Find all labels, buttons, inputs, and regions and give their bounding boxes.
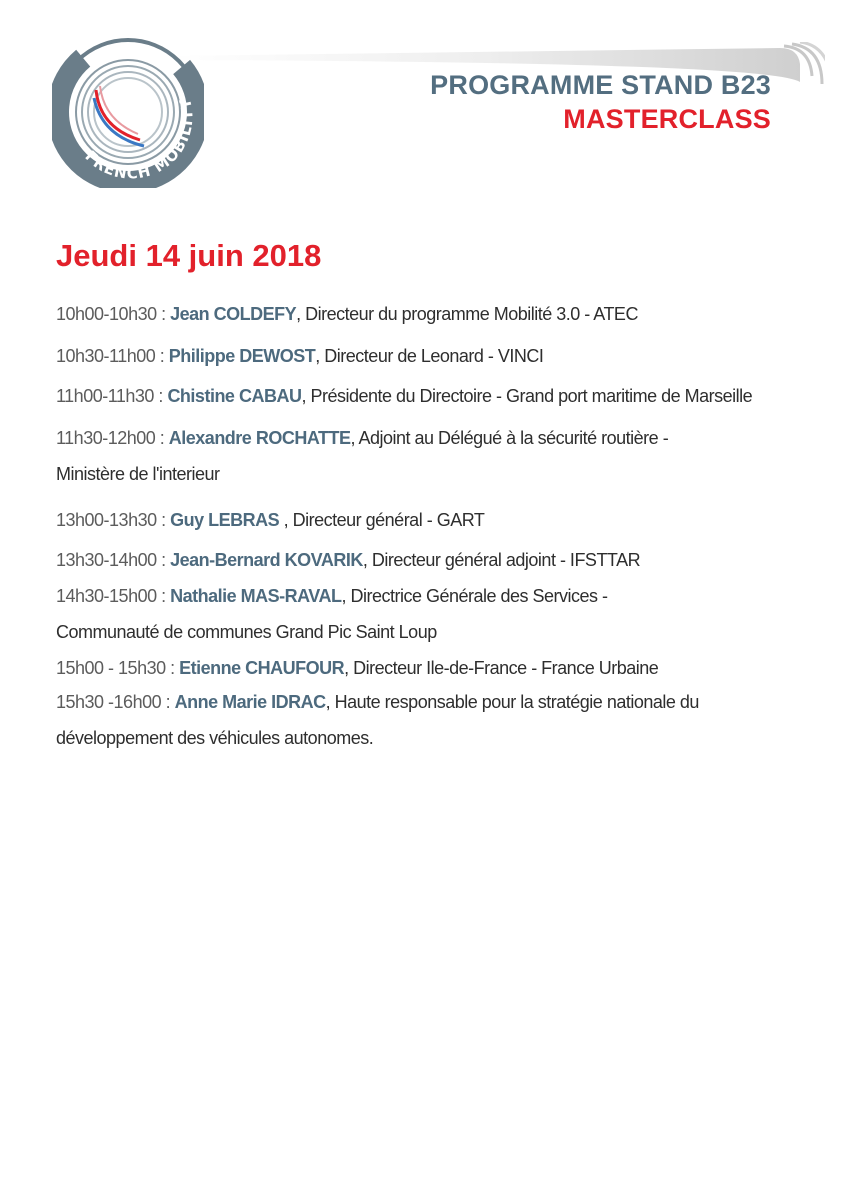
speaker-name: Guy LEBRAS [170, 510, 280, 530]
entry-time: 13h00-13h30 : [56, 510, 171, 530]
schedule-entry [56, 296, 836, 332]
speaker-role: , Haute responsable pour la stratégie nationale du [325, 692, 699, 712]
entry-time: 11h00-11h30 : [56, 386, 168, 406]
speaker-role-continued: Communauté de communes Grand Pic Saint Loup [56, 622, 437, 642]
speaker-role-continued: Ministère de l'interieur [56, 464, 220, 484]
programme-title: PROGRAMME STAND B23 [430, 70, 771, 100]
speaker-name: Chistine CABAU [167, 386, 302, 406]
entry-time: 11h30-12h00 : [56, 428, 169, 448]
speaker-name: Nathalie MAS-RAVAL [170, 586, 342, 606]
schedule-entry [56, 338, 836, 374]
speaker-role-continued: développement des véhicules autonomes. [56, 728, 374, 748]
speaker-name: Jean COLDEFY [170, 304, 297, 324]
entry-time: 15h30 -16h00 : [56, 692, 175, 712]
speaker-role: , Directeur général adjoint - IFSTTAR [362, 550, 641, 570]
entry-time: 14h30-15h00 : [56, 586, 171, 606]
schedule-entry [56, 542, 836, 578]
entry-time: 13h30-14h00 : [56, 550, 171, 570]
speaker-role: , Directeur général - GART [279, 510, 485, 530]
speaker-name: Alexandre ROCHATTE [168, 428, 351, 448]
entry-time: 15h00 - 15h30 : [56, 658, 180, 678]
entry-time: 10h30-11h00 : [56, 346, 169, 366]
schedule-entry [56, 378, 836, 414]
speaker-role: , Adjoint au Délégué à la sécurité routière - [350, 428, 669, 448]
speaker-role: , Directeur de Leonard - VINCI [315, 346, 544, 366]
schedule-entry [56, 684, 836, 756]
speaker-role: , Directrice Générale des Services - [341, 586, 608, 606]
speaker-role: , Directeur Ile-de-France - France Urbaine [344, 658, 659, 678]
logo-text-overlay [52, 36, 204, 188]
speaker-name: Anne Marie IDRAC [174, 692, 326, 712]
schedule-entry [56, 578, 836, 650]
speaker-role: , Présidente du Directoire - Grand port maritime de Marseille [301, 386, 753, 406]
speaker-name: Philippe DEWOST [168, 346, 316, 366]
entry-time: 10h00-10h30 : [56, 304, 171, 324]
schedule-entry [56, 502, 836, 538]
speaker-name: Jean-Bernard KOVARIK [170, 550, 363, 570]
svg-text:FRENCH MOBILITY [81, 96, 196, 183]
speaker-name: Etienne CHAUFOUR [179, 658, 345, 678]
schedule-entry [56, 420, 836, 492]
speaker-role: , Directeur du programme Mobilité 3.0 - ATEC [296, 304, 638, 324]
logo-text: FRENCH MOBILITY [81, 95, 197, 183]
schedule-entry [56, 650, 836, 686]
programme-subtitle: MASTERCLASS [563, 104, 771, 134]
event-date: Jeudi 14 juin 2018 [56, 238, 322, 273]
